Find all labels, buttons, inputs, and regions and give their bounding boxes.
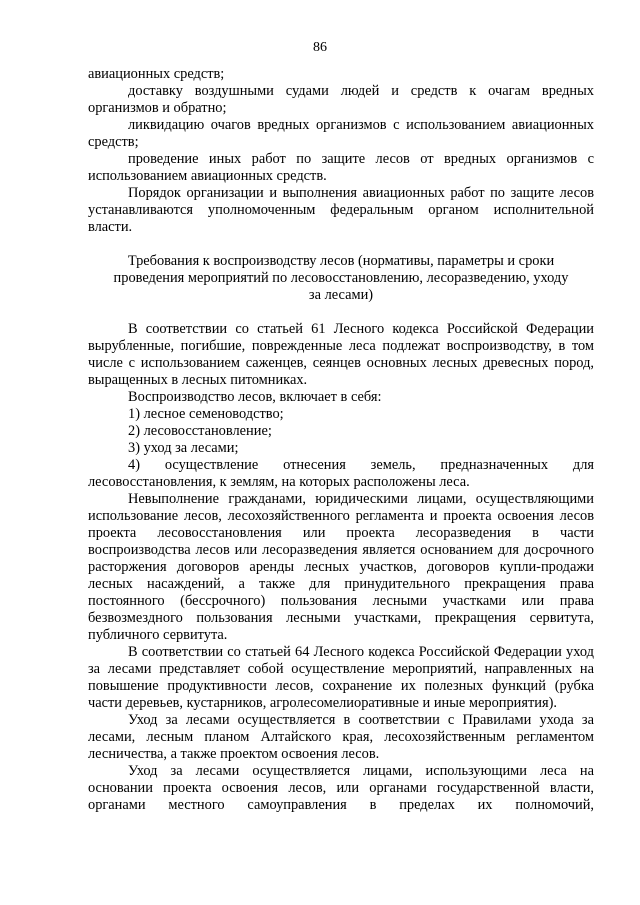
paragraph: доставку воздушными судами людей и средств к очагам вредных организмов и обратно; — [88, 83, 594, 116]
list-item: 3) уход за лесами; — [128, 440, 239, 456]
paragraph: В соответствии со статьей 64 Лесного кодекса Российской Федерации уход за лесами представляет собой осуществление мероприятий, направленных на повышение продуктивности лесов, сохранение их полезных функций (рубка части деревьев, кустарников, агролесомелиоративные и иные мероприятия). — [88, 644, 594, 711]
paragraph: проведение иных работ по защите лесов от вредных организмов с использованием авиационных средств. — [88, 151, 594, 184]
paragraph: Уход за лесами осуществляется лицами, использующими леса на основании проекта освоения лесов, или органами государственной власти, органами местного самоуправления в пределах их полномочий, — [88, 763, 594, 813]
document-body — [88, 66, 594, 814]
section-heading: Требования к воспроизводству лесов (нормативы, параметры и сроки проведения мероприятий по лесовосстановлению, лесоразведению, уходу за лесами) — [113, 253, 569, 303]
paragraph: Порядок организации и выполнения авиационных работ по защите лесов устанавливаются уполномоченным федеральным органом исполнительной власти. — [88, 185, 594, 235]
list-intro: Воспроизводство лесов, включает в себя: — [128, 389, 382, 405]
list-item: 1) лесное семеноводство; — [128, 406, 284, 422]
paragraph: ликвидацию очагов вредных организмов с использованием авиационных средств; — [88, 117, 594, 150]
paragraph: Уход за лесами осуществляется в соответствии с Правилами ухода за лесами, лесным планом Алтайского края, лесохозяйственным регламентом лесничества, а также проектом освоения лесов. — [88, 712, 594, 762]
paragraph: авиационных средств; — [88, 66, 225, 82]
page-number: 86 — [313, 40, 327, 55]
paragraph: В соответствии со статьей 61 Лесного кодекса Российской Федерации вырубленные, погибшие, поврежденные леса подлежат воспроизводству, в том числе с использованием саженцев, сеянцев основных лесных древесных пород, выращенных в лесных питомниках. — [88, 321, 594, 388]
list-item: 2) лесовосстановление; — [128, 423, 272, 439]
list-item: 4) осуществление отнесения земель, предназначенных для лесовосстановления, к землям, на которых расположены леса. — [88, 457, 594, 490]
paragraph: Невыполнение гражданами, юридическими лицами, осуществляющими использование лесов, лесохозяйственного регламента и проекта освоения лесов проекта лесовосстановления или проекта лесоразведения в части воспроизводства лесов или лесоразведения является основанием для досрочного расторжения договоров аренды лесных участков, договоров купли-продажи лесных насаждений, а также для принудительного прекращения права постоянного (бессрочного) пользования лесными участками или права безвозмездного пользования лесными участками, прекращения сервитута, публичного сервитута. — [88, 491, 594, 643]
